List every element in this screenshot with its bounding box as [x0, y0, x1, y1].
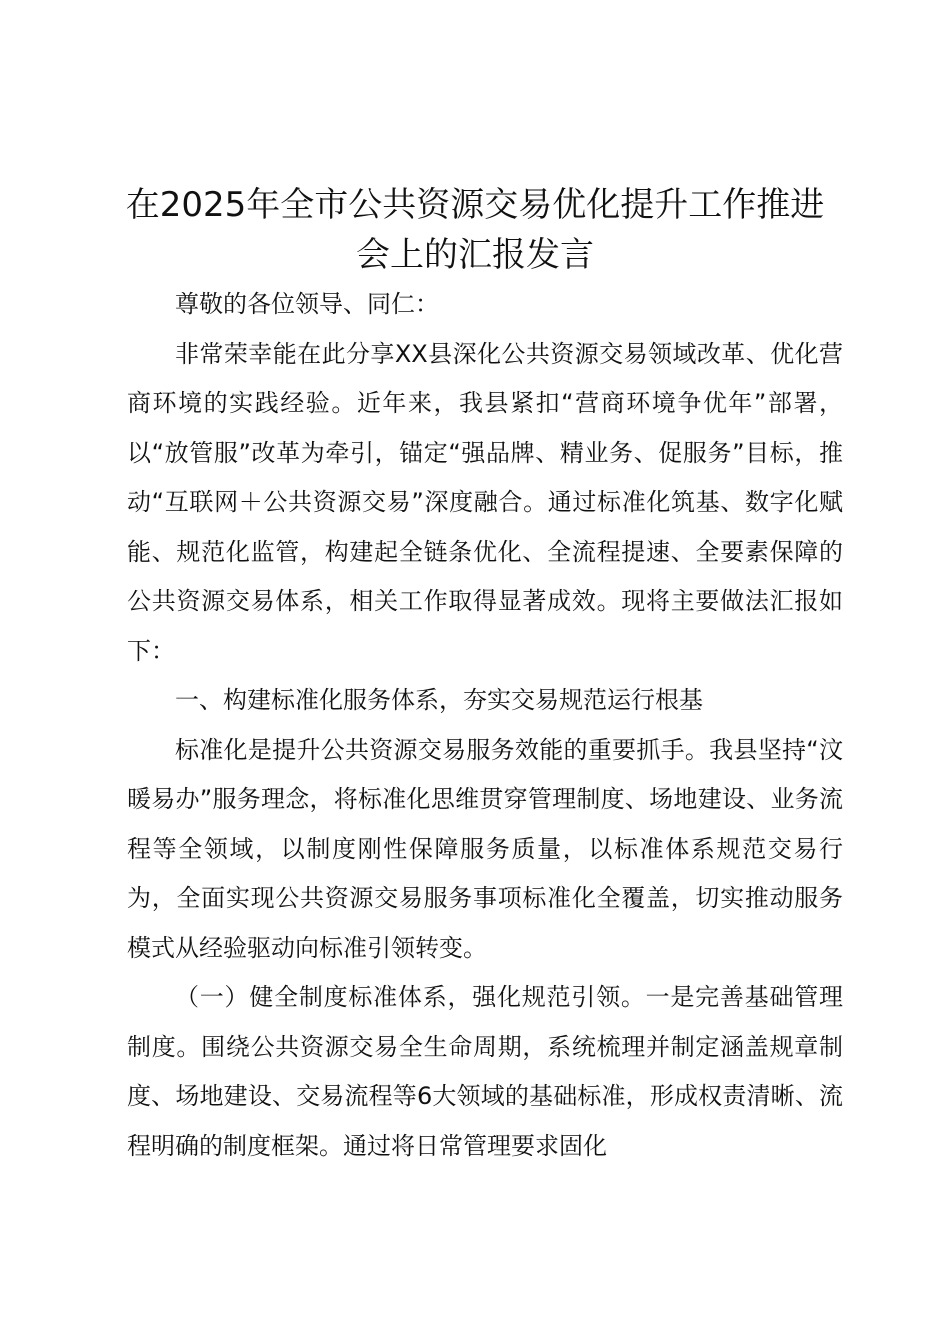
paragraph-intro: 非常荣幸能在此分享XX县深化公共资源交易领域改革、优化营商环境的实践经验。近年来，我县紧扣“营商环境争优年”部署，以“放管服”改革为牵引，锚定“强品牌、精业务、促服务”目标，推动“互联网＋公共资源交易”深度融合。通过标准化筑基、数字化赋能、规范化监管，构建起全链条优化、全流程提速、全要素保障的公共资源交易体系，相关工作取得显著成效。现将主要做法汇报如下：	[127, 339, 843, 665]
paragraph-section-1: 标准化是提升公共资源交易服务效能的重要抓手。我县坚持“汶暖易办”服务理念，将标准化思维贯穿管理制度、场地建设、业务流程等全领域，以制度刚性保障服务质量，以标准体系规范交易行为，全面实现公共资源交易服务事项标准化全覆盖，切实推动服务模式从经验驱动向标准引领转变。	[127, 735, 843, 962]
document-body	[127, 280, 843, 1171]
section-heading-1: 一、构建标准化服务体系，夯实交易规范运行根基	[175, 686, 703, 714]
document-title: 在2025年全市公共资源交易优化提升工作推进会上的汇报发言	[125, 185, 825, 275]
paragraph-subsection-1: （一）健全制度标准体系，强化规范引领。一是完善基础管理制度。围绕公共资源交易全生命周期，系统梳理并制定涵盖规章制度、场地建设、交易流程等6大领域的基础标准，形成权责清晰、流程明确的制度框架。通过将日常管理要求固化	[127, 983, 843, 1160]
salutation: 尊敬的各位领导、同仁：	[175, 290, 439, 318]
